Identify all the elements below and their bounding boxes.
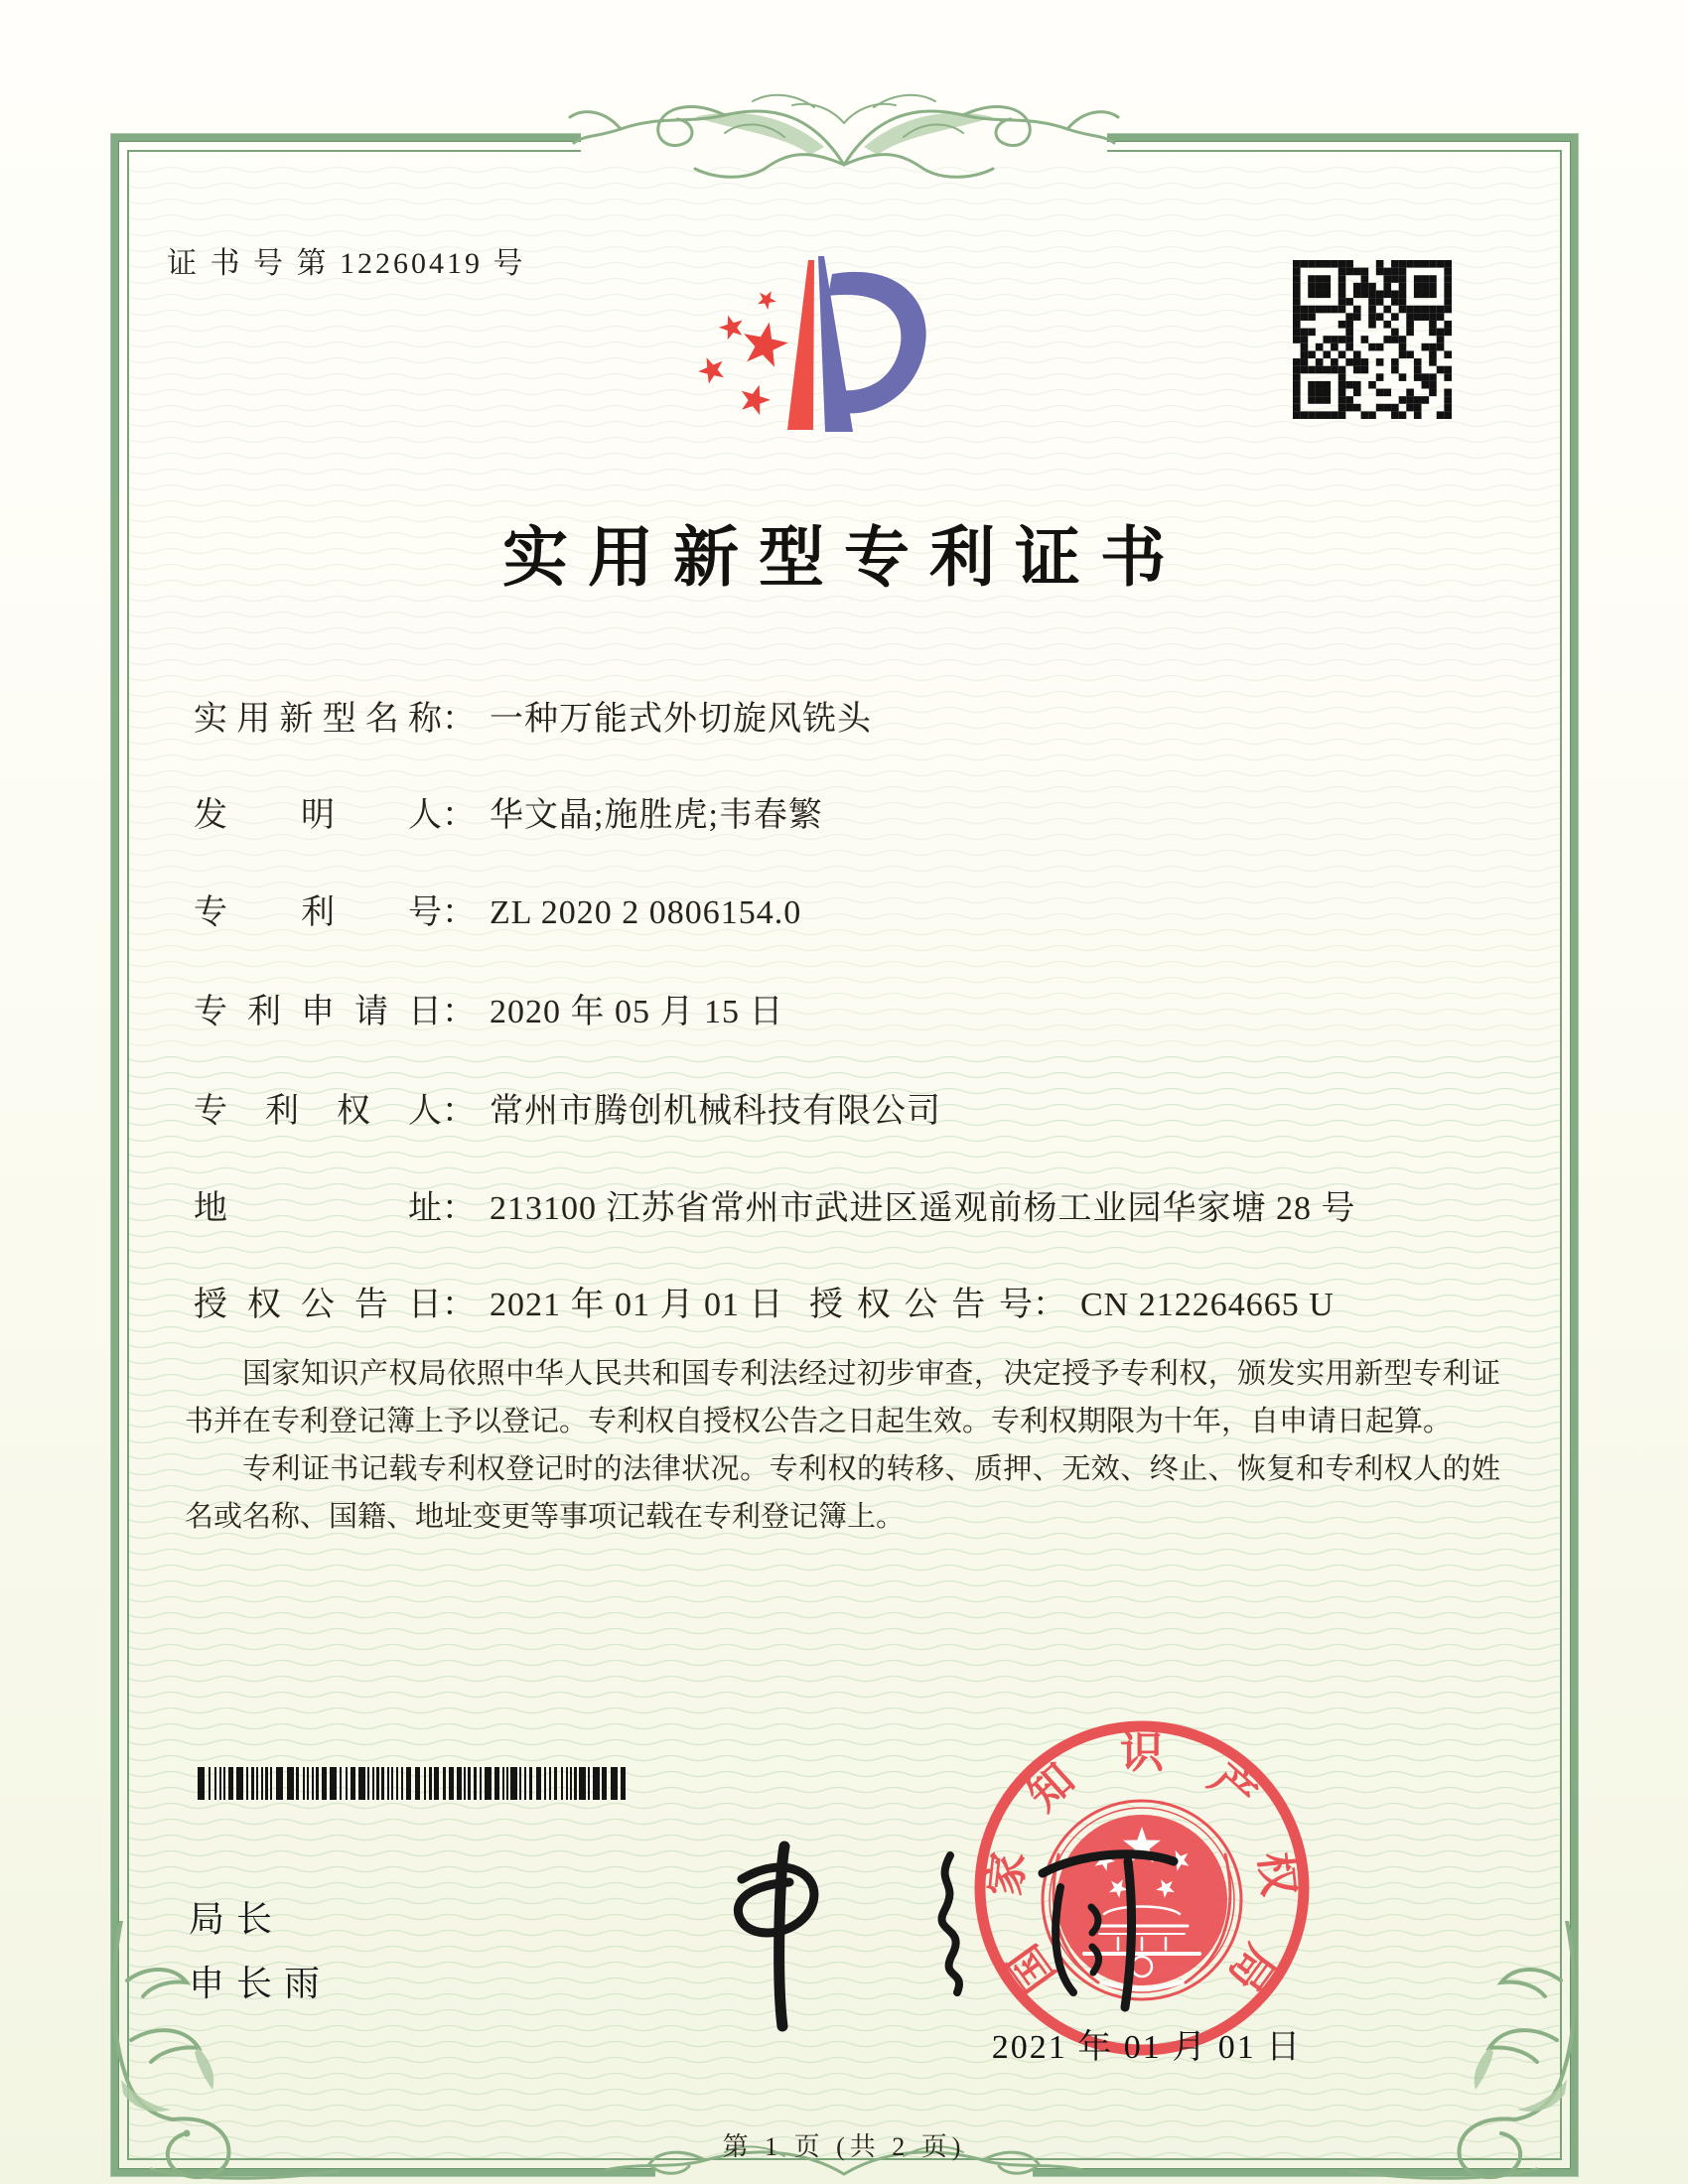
- cnipa-patent-logo: [675, 244, 938, 448]
- field-value: CN 212264665 U: [1080, 1287, 1335, 1323]
- border-ornament-top: [551, 77, 1137, 195]
- qr-code: [1293, 260, 1452, 419]
- svg-text:识: 识: [1120, 1728, 1164, 1777]
- certificate-title: 实用新型专利证书: [502, 522, 1186, 595]
- field-value: 2020 年 05 月 15 日: [490, 994, 784, 1030]
- field-label: 专 利 权 人: [194, 1093, 442, 1130]
- director-signature: [650, 1832, 1187, 2040]
- svg-text:局: 局: [1218, 1936, 1285, 2000]
- legal-text: [185, 1350, 1500, 1541]
- field-value: ZL 2020 2 0806154.0: [490, 894, 802, 931]
- field-label: 授 权 公 告 号: [809, 1287, 1033, 1323]
- field-value: 华文晶;施胜虎;韦春繁: [490, 797, 823, 834]
- logo-red-wedge: [787, 260, 814, 430]
- field-label: 发 明 人: [194, 797, 442, 834]
- field-label: 授 权 公 告 日: [194, 1287, 442, 1323]
- field-utility-model-name: 实 用 新 型 名 称 ： 一种万能式外切旋风铣头: [194, 698, 1519, 742]
- logo-stars: [698, 291, 788, 415]
- field-label: 专 利 申 请 日: [194, 994, 442, 1030]
- field-value: 常州市腾创机械科技有限公司: [490, 1093, 941, 1130]
- svg-text:产: 产: [1199, 1754, 1266, 1821]
- certificate-number: 证 书 号 第 12260419 号: [167, 247, 526, 280]
- seal-date: 2021 年 01 月 01 日: [991, 2029, 1303, 2066]
- field-value: 一种万能式外切旋风铣头: [490, 701, 872, 738]
- legal-paragraph-2: 专利证书记载专利权登记时的法律状况。专利权的转移、质押、无效、终止、恢复和专利权人的姓名或名称、国籍、地址变更等事项记载在专利登记簿上。: [185, 1453, 1500, 1533]
- field-inventor: 发 明 人 ： 华文晶;施胜虎;韦春繁: [194, 794, 1519, 838]
- field-value: 2021 年 01 月 01 日: [490, 1287, 784, 1323]
- field-patent-number: 专 利 号 ： ZL 2020 2 0806154.0: [194, 891, 1519, 935]
- legal-paragraph-1: 国家知识产权局依照中华人民共和国专利法经过初步审查，决定授予专利权，颁发实用新型专利证书并在专利登记簿上予以登记。专利权自授权公告之日起生效。专利权期限为十年，自申请日起算。: [185, 1358, 1500, 1437]
- field-label: 地 址: [194, 1190, 442, 1227]
- field-value: 213100 江苏省常州市武进区遥观前杨工业园华家塘 28 号: [490, 1190, 1356, 1227]
- director-name: 申长雨: [189, 1963, 333, 2003]
- field-grant-announcement: 授 权 公 告 日 ： 2021 年 01 月 01 日 授 权 公 告 号 ： CN 212264665 U: [194, 1284, 1519, 1327]
- svg-text:权: 权: [1250, 1849, 1304, 1899]
- field-label: 实 用 新 型 名 称: [194, 701, 442, 738]
- barcode: [196, 1767, 633, 1800]
- field-address: 地 址 ： 213100 江苏省常州市武进区遥观前杨工业园华家塘 28 号: [194, 1187, 1519, 1231]
- director-title: 局长: [189, 1898, 285, 1939]
- svg-text:国: 国: [999, 1936, 1065, 2000]
- field-label: 专 利 号: [194, 894, 442, 931]
- page-number: 第 1 页 (共 2 页): [722, 2132, 966, 2161]
- svg-text:家: 家: [980, 1849, 1034, 1899]
- field-filing-date: 专 利 申 请 日 ： 2020 年 05 月 15 日: [194, 991, 1519, 1034]
- svg-text:知: 知: [1018, 1754, 1084, 1821]
- logo-p-bowl: [828, 272, 926, 414]
- field-patentee: 专 利 权 人 ： 常州市腾创机械科技有限公司: [194, 1090, 1519, 1134]
- field-grant-number: 授 权 公 告 号 ： CN 212264665 U: [809, 1284, 1335, 1327]
